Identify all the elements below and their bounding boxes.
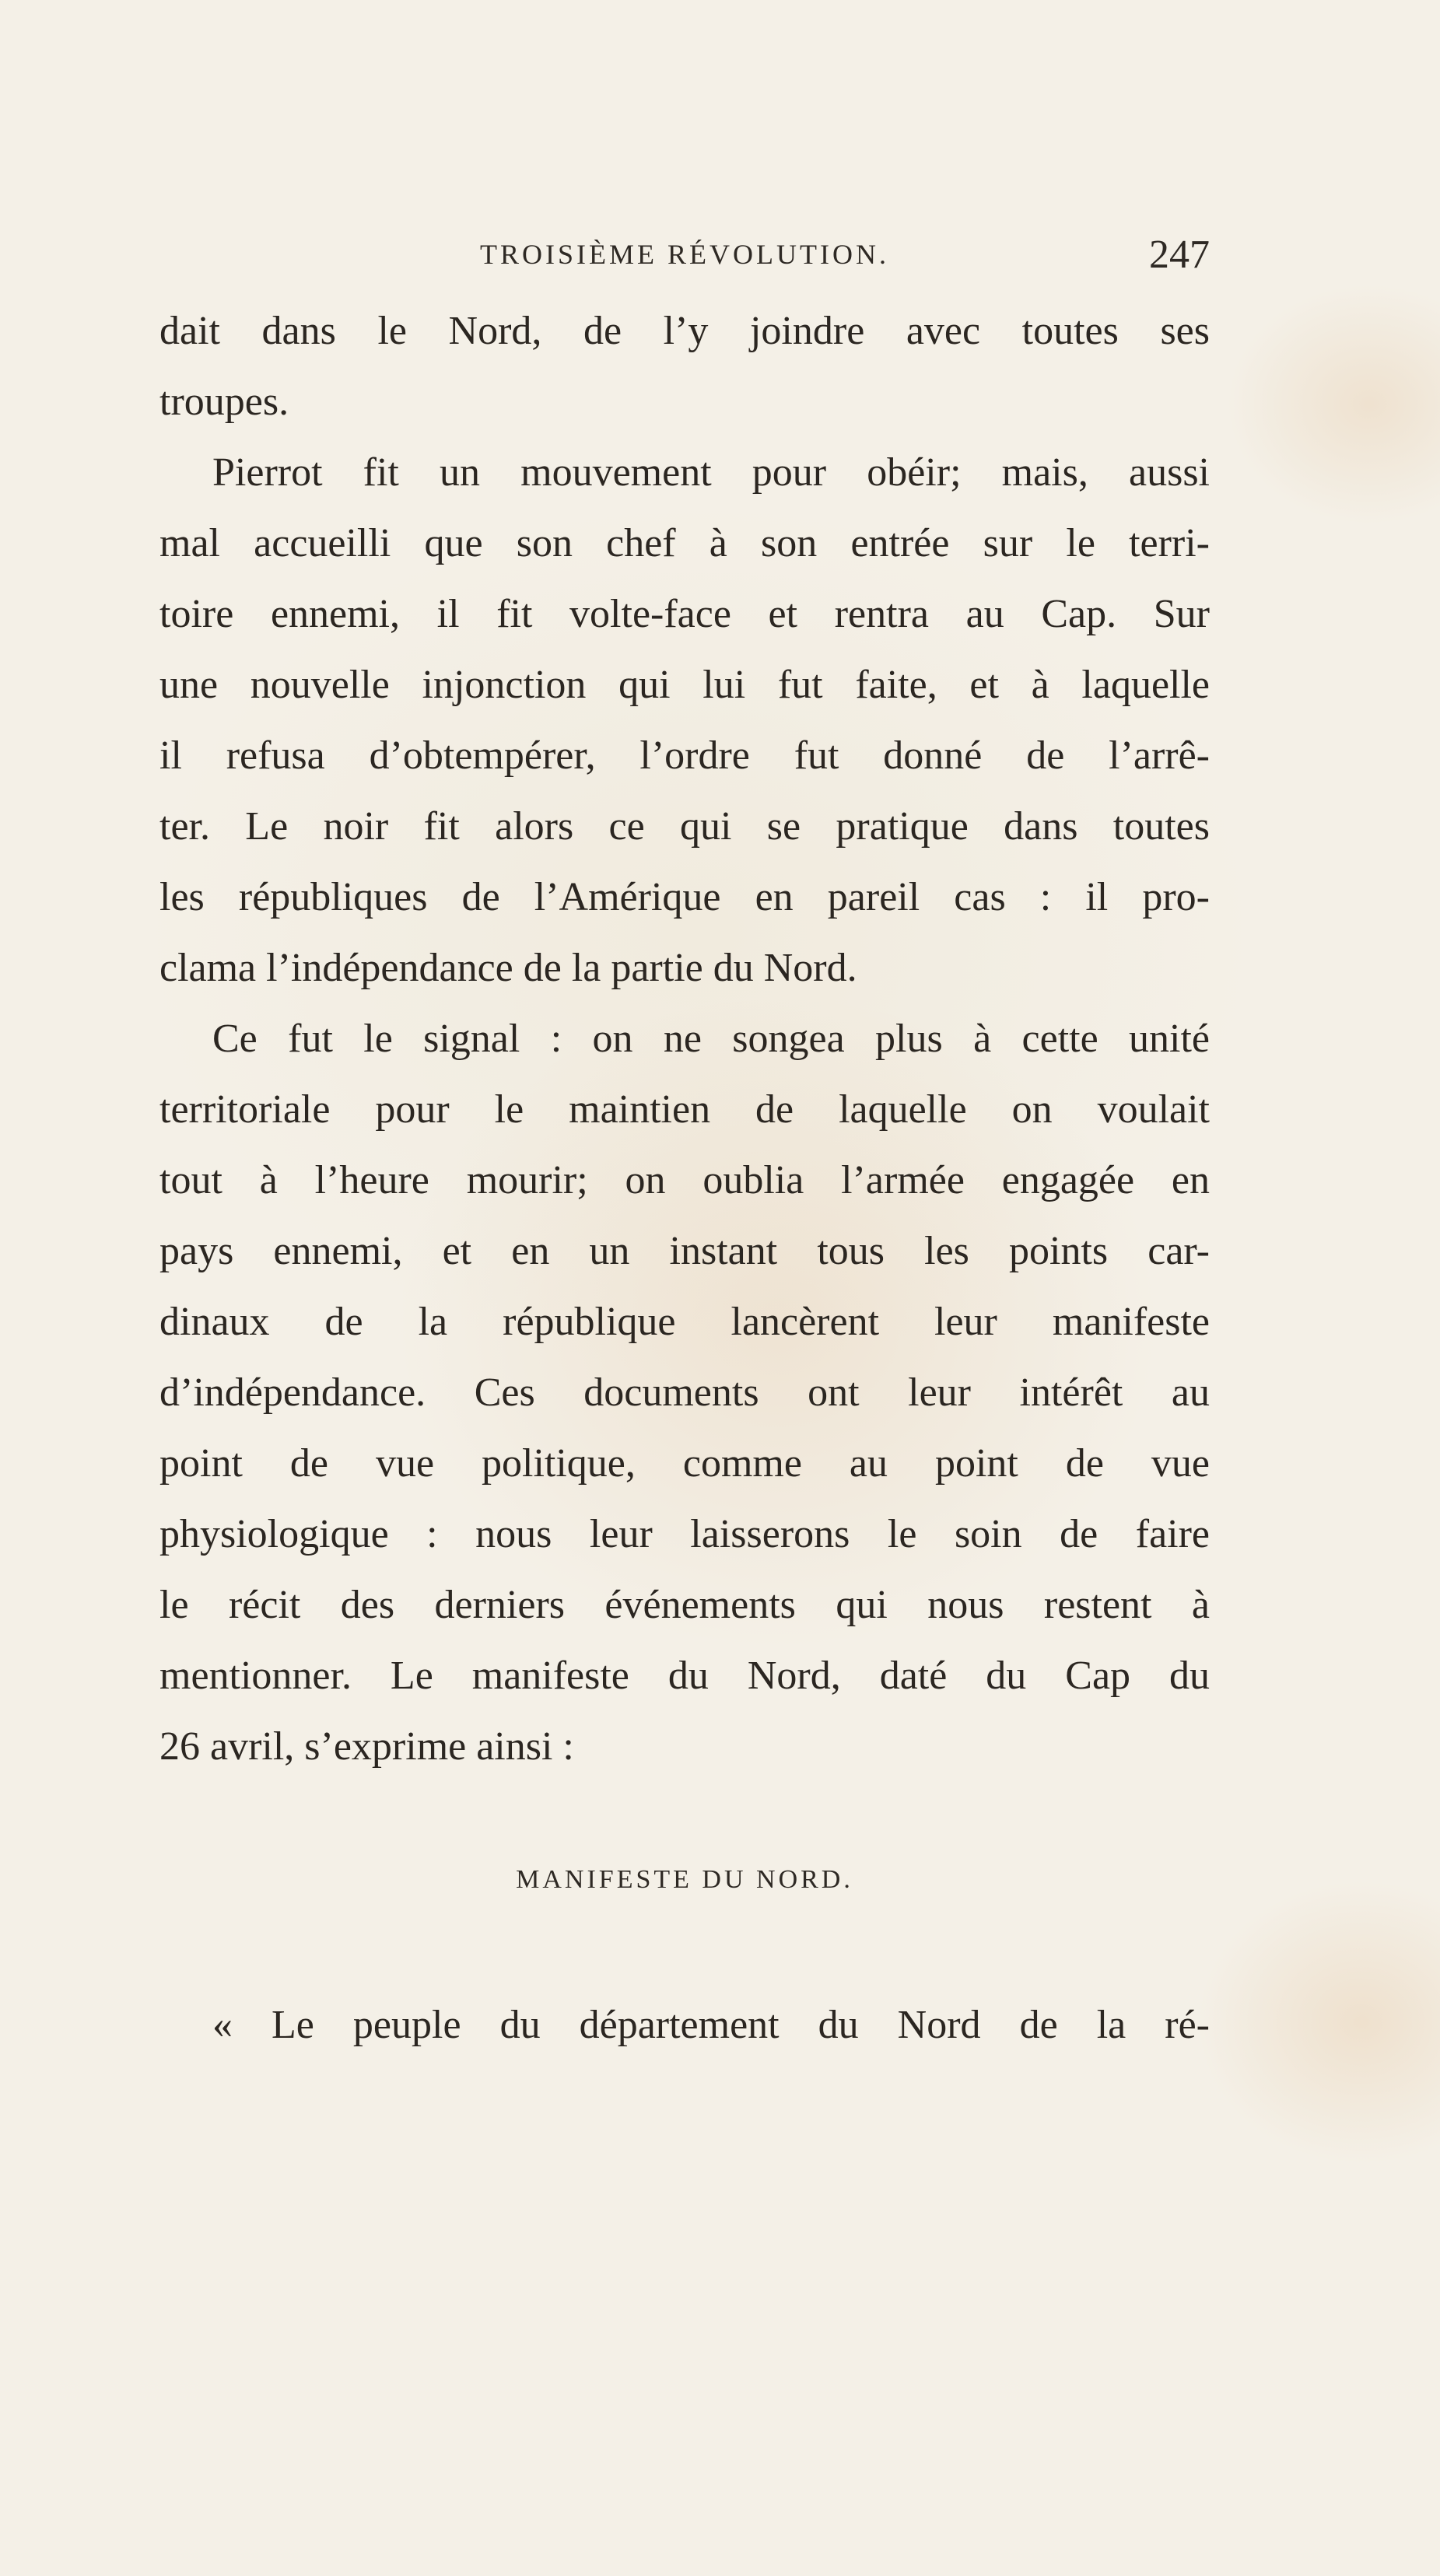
text-line: d’indépendance. Ces documents ont leur intérêt au [159, 1370, 1210, 1415]
text-line: clama l’indépendance de la partie du Nord. [159, 946, 857, 990]
text-line: dinaux de la république lancèrent leur manifeste [159, 1300, 1210, 1344]
text-line: point de vue politique, comme au point de vue [159, 1441, 1210, 1486]
text-line: pays ennemi, et en un instant tous les points car- [159, 1229, 1210, 1273]
text-line: mentionner. Le manifeste du Nord, daté du Cap du [159, 1654, 1210, 1698]
text-line: mal accueilli que son chef à son entrée sur le terri- [159, 521, 1210, 565]
section-heading: MANIFESTE DU NORD. [516, 1865, 853, 1894]
body-text [159, 296, 1210, 1782]
text-line: le récit des derniers événements qui nous restent à [159, 1583, 1210, 1627]
text-line: 26 avril, s’exprime ainsi : [159, 1724, 574, 1769]
text-line: Pierrot fit un mouvement pour obéir; mais, aussi [212, 450, 1210, 495]
text-line: une nouvelle injonction qui lui fut faite, et à laquelle [159, 663, 1210, 707]
text-line: les républiques de l’Amérique en pareil cas : il pro- [159, 875, 1210, 919]
text-line: tout à l’heure mourir; on oublia l’armée engagée en [159, 1158, 1210, 1202]
text-line: territoriale pour le maintien de laquelle on voulait [159, 1087, 1210, 1132]
text-line: dait dans le Nord, de l’y joindre avec toutes ses [159, 309, 1210, 353]
running-title: TROISIÈME RÉVOLUTION. [480, 239, 889, 270]
text-line: il refusa d’obtempérer, l’ordre fut donné de l’arrê- [159, 733, 1210, 778]
running-head [159, 232, 1210, 286]
text-line: troupes. [159, 380, 289, 424]
text-line: ter. Le noir fit alors ce qui se pratique dans toutes [159, 804, 1210, 849]
text-line: Ce fut le signal : on ne songea plus à cette unité [212, 1017, 1210, 1061]
page-number: 247 [1149, 233, 1210, 277]
text-line: physiologique : nous leur laisserons le soin de faire [159, 1512, 1210, 1556]
text-line: toire ennemi, il fit volte-face et rentra au Cap. Sur [159, 592, 1210, 636]
quote-line: « Le peuple du département du Nord de la ré- [212, 2003, 1210, 2047]
